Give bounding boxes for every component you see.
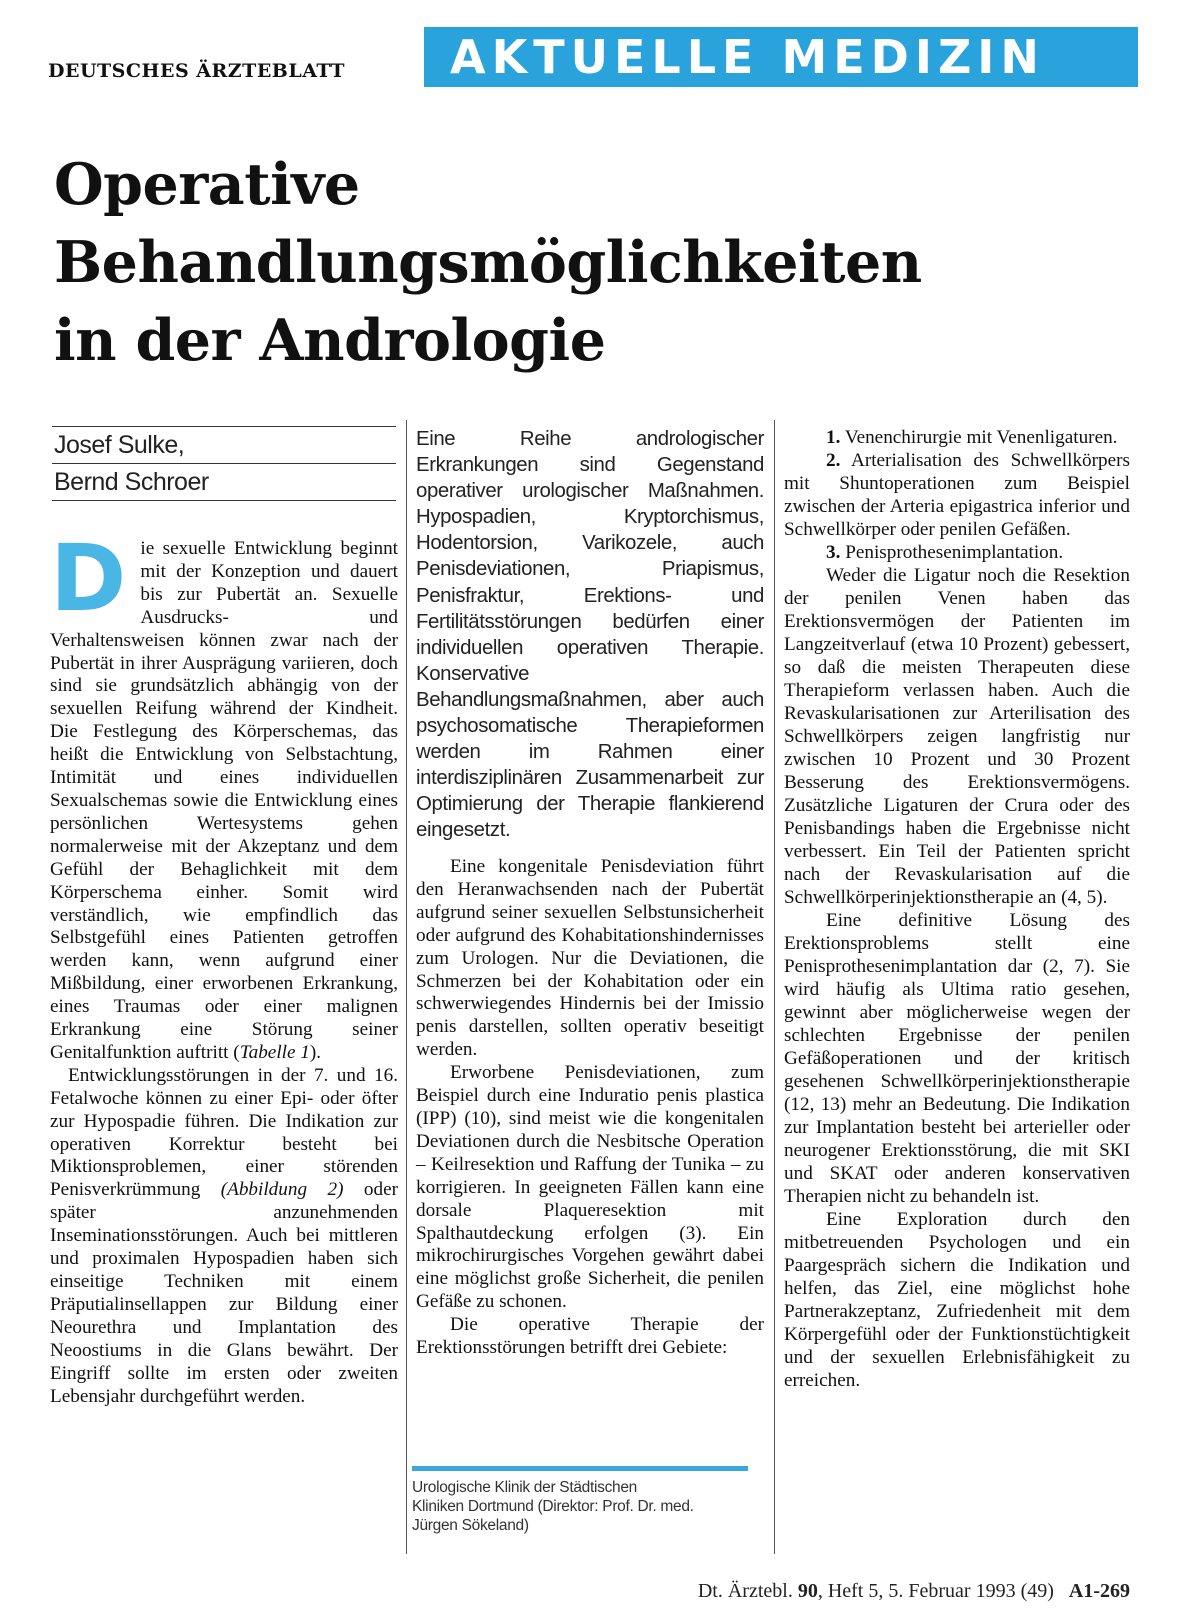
col3-paragraph-1: Weder die Ligatur noch die Resektion der penilen Venen haben das Erektionsvermögen der Patienten im Langzeitverlauf (etwa 10 Prozent) gebessert, so daß die meisten Therapeuten diese Therapieform verlassen haben. Auch die Revaskularisationen zur Arterilisation des Schwellkörpers zeigen langfristig nur zwischen 10 Prozent und 30 Prozent Besserung des Erektionsvermögens. Zusätzliche Ligaturen der Crura oder des Penisbandings haben die Ergebnisse nicht verbessert. Ein Teil der Patienten spricht nach der Revaskularisation auf die Schwellkörperinjektionstherapie an (4, 5). [784, 565, 1130, 908]
col2-paragraph-1: Eine kongenitale Penisdeviation führt den Heranwachsenden nach der Pubertät aufgrund seiner sexuellen Selbstunsicherheit oder aufgrund des Kohabitationshindernisses zum Urologen. Nur die Deviationen, die Schmerzen bei der Kohabitation oder ein schwerwiegendes Hindernis bei der Imissio penis darstellen, sollten operativ beseitigt werden. [416, 856, 764, 1061]
page-footer [640, 1580, 1130, 1603]
col1-p1-end: ). [309, 1041, 322, 1063]
author-1: Josef Sulke, [52, 426, 396, 463]
list-num-2: 2. [826, 450, 841, 471]
footnote-line-2: Kliniken Dortmund (Direktor: Prof. Dr. med. [412, 1498, 694, 1515]
dropcap: D [50, 525, 127, 632]
column-2-body [416, 856, 764, 1360]
intro-paragraph: Eine Reihe andrologischer Erkrankungen sind Gegenstand operativer urologischer Maßnahmen. Hypospadien, Kryptorchismus, Hodentorsion, Varikozele, auch Penisdeviationen, Priapismus, Penisfraktur, Erektions- und Fertilitätsstörungen bedürfen einer individuellen operativen Therapie. Konservative Behandlungsmaßnahmen, aber auch psychosomatische Therapieformen werden im Rahmen einer interdisziplinären Zusammenarbeit zur Optimierung der Therapie flankierend eingesetzt. [416, 428, 764, 842]
col2-paragraph-3: Die operative Therapie der Erektionsstörungen betrifft drei Gebiete: [416, 1314, 764, 1359]
footer-journal: Dt. Ärztebl. [697, 1580, 793, 1602]
masthead: DEUTSCHES ÄRZTEBLATT [48, 60, 346, 82]
footer-issue: , Heft 5, 5. Februar 1993 (49) [817, 1580, 1054, 1602]
list-text-2: Arterialisation des Schwellkörpers mit Shuntoperationen zum Beispiel zwischen der Arteria epigastrica inferior und Schwellkörper oder penilen Gefäßen. [784, 450, 1130, 540]
column-1 [50, 525, 398, 1408]
list-item-1 [784, 426, 1130, 449]
author-2: Bernd Schroer [52, 463, 396, 501]
column-2-intro [416, 426, 764, 844]
footer-page-number: A1-269 [1068, 1580, 1130, 1602]
figure-ref: (Abbildung 2) [220, 1179, 344, 1201]
col3-paragraph-2: Eine definitive Lösung des Erektionsproblems stellt eine Penisprothesenimplantation dar (2, 7). Sie wird häufig als Ultima ratio gesehen, gewinnt aber möglicherweise wegen der schlechten Ergebnisse der penilen Gefäßoperationen und der kritisch gesehenen Schwellkörperinjektionstherapie (12, 13) mehr an Bedeutung. Die Indikation zur Implantation besteht bei arterieller oder neurogener Erektionsstörung, die mit SKI und SKAT oder anderen konservativen Therapien nicht zu behandeln ist. [784, 910, 1130, 1207]
col2-paragraph-2: Erworbene Penisdeviationen, zum Beispiel durch eine Induratio penis plastica (IPP) (10), sind meist wie die kongenitalen Deviationen durch die Nesbitsche Operation – Keilresektion und Raffung der Tunika – zu korrigieren. In geeigneten Fällen kann eine dorsale Plaqueresektion mit Spalthautdeckung erfolgen (3). Ein mikrochirurgisches Vorgehen gewährt dabei eine möglichst große Sicherheit, die penilen Gefäße zu schonen. [416, 1062, 764, 1313]
col1-paragraph-1 [50, 525, 398, 1065]
col1-paragraph-2 [50, 1065, 398, 1409]
list-text-3: Penisprothesenimplantation. [840, 542, 1064, 563]
title-line-1: Operative [54, 151, 360, 218]
title-line-3: in der Andrologie [54, 307, 606, 374]
affiliation-footnote [412, 1478, 762, 1535]
author-block [52, 426, 396, 501]
section-banner: AKTUELLE MEDIZIN [424, 27, 1138, 87]
list-text-1: Venenchirurgie mit Venenligaturen. [840, 427, 1118, 448]
col1-p1-text: ie sexuelle Entwicklung beginnt mit der Konzeption und dauert bis zur Pubertät an. Sexuelle Ausdrucks- und Verhaltensweisen können zwar nach der Pubertät in ihrer Ausprägung variieren, doch sind sie grundsätzlich abhängig von der sexuellen Reifung während der Kindheit. Die Festlegung des Körperschemas, das heißt die Entwicklung von Selbstachtung, Intimität und eines individuellen Sexualschemas sowie die Entwicklung eines persönlichen Wertesystems gehen normalerweise mit der Akzeptanz und dem Gefühl der Behaglichkeit mit dem Körperschema einher. Somit wird verständlich, wie empfindlich das Selbstgefühl eines Patienten getroffen werden kann, wenn aufgrund einer Mißbildung, einer erworbenen Erkrankung, eines Traumas oder einer malignen Erkrankung eine Störung seiner Genitalfunktion auftritt ( [50, 538, 398, 1063]
list-item-3 [784, 541, 1130, 564]
footnote-rule [412, 1466, 748, 1471]
col1-p2a-text: Entwicklungsstörungen in der 7. und 16. Fetalwoche können zu einer Epi- oder öfter zur Hypospadie führen. Die Indikation zur operativen Korrektur besteht bei Miktionsproblemen, einer störenden Penisverkrümmung [50, 1064, 398, 1201]
list-item-2 [784, 449, 1130, 541]
col1-p2b-text: oder später anzunehmenden Inseminationsstörungen. Auch bei mittleren und proximalen Hypospadien haben sich einseitige Techniken mit einem Präputialinsellappen zur Bildung einer Neourethra und Implantation des Neoostiums in die Glans bewährt. Der Eingriff sollte im ersten oder zweiten Lebensjahr durchgeführt werden. [50, 1179, 398, 1407]
col3-paragraph-3: Eine Exploration durch den mitbetreuenden Psychologen und ein Paargespräch sichern die Indikation und helfen, das Ziel, eine möglichst hohe Partnerakzeptanz, Zufriedenheit mit dem Körpergefühl oder der Funktionstüchtigkeit und der sexuellen Erlebnisfähigkeit zu erreichen. [784, 1209, 1130, 1391]
footnote-line-3: Jürgen Sökeland) [412, 1517, 529, 1534]
list-num-3: 3. [826, 542, 841, 563]
footnote-line-1: Urologische Klinik der Städtischen [412, 1479, 638, 1496]
table-ref: Tabelle 1 [239, 1041, 310, 1063]
column-divider-2 [774, 420, 775, 1554]
list-num-1: 1. [826, 427, 841, 448]
column-divider-1 [406, 420, 407, 1554]
footer-volume: 90 [797, 1580, 818, 1602]
column-3 [784, 426, 1130, 1392]
title-line-2: Behandlungsmöglichkeiten [54, 229, 922, 296]
article-title [54, 146, 1114, 380]
